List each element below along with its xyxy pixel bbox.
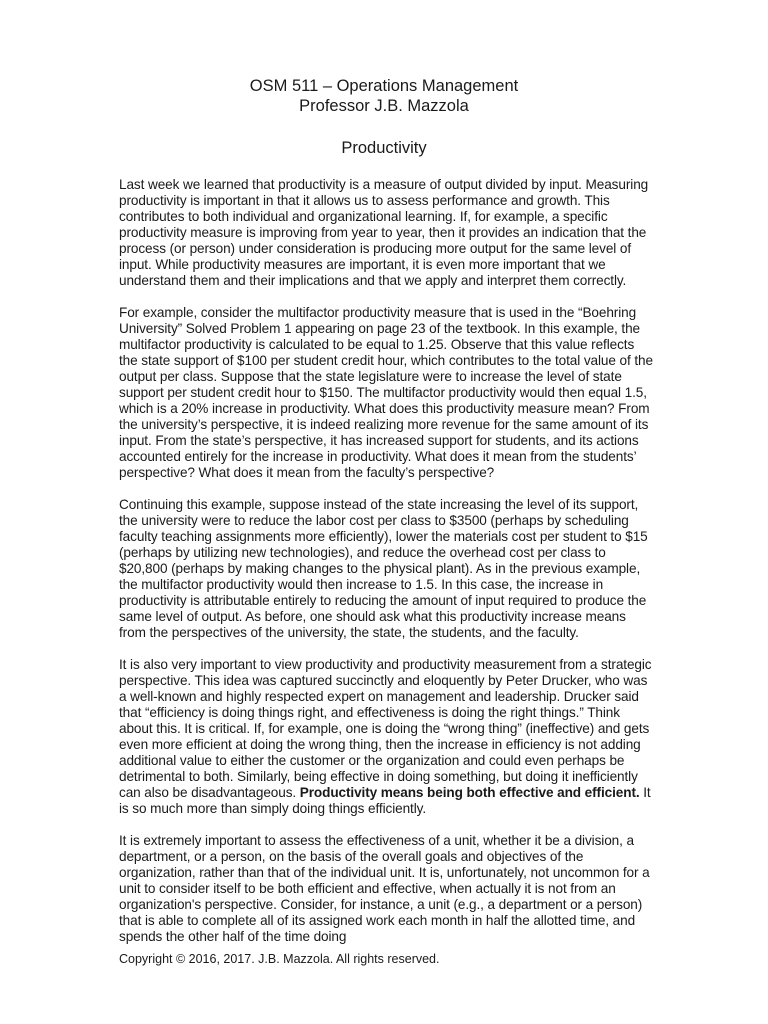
paragraph-4-text: It is also very important to view productivity and productivity measurement from a strategic perspective. This idea was captured succinctly and eloquently by Peter Drucker, who was a well-known and highly respected expert on management and leadership. Drucker said that “efficiency is doing things right, and effectiveness is doing the right things.” Think about this. It is critical. If, for example, one is doing the “wrong thing” (ineffective) and gets even more efficient at doing the wrong thing, then the increase in efficiency is not adding additional value to either the customer or the organization and could even perhaps be detrimental to both. Similarly, being effective in doing something, but doing it inefficiently can also be disadvantageous.	[119, 657, 652, 800]
course-title: OSM 511 – Operations Management	[249, 77, 519, 95]
paragraph-4-bold: Productivity means being both effective and efficient.	[299, 785, 640, 800]
paragraph-4-tail: It is so much more than simply doing things efficiently.	[119, 785, 651, 816]
paragraph-1: Last week we learned that productivity is a measure of output divided by input. Measuring productivity is important in that it allows us to assess performance and growth. This contributes to both individual and organizational learning. If, for example, a specific productivity measure is improving from year to year, then it provides an indication that the process (or person) under consideration is producing more output for the same level of input. While productivity measures are important, it is even more important that we understand them and their implications and that we apply and interpret them correctly.	[119, 177, 649, 288]
paragraph-3: Continuing this example, suppose instead of the state increasing the level of its support, the university were to reduce the labor cost per class to $3500 (perhaps by scheduling faculty teaching assignments more efficiently), lower the materials cost per student to $15 (perhaps by utilizing new technologies), and reduce the overhead cost per class to $20,800 (perhaps by making changes to the physical plant). As in the previous example, the multifactor productivity would then increase to 1.5. In this case, the increase in productivity is attributable entirely to reducing the amount of input required to produce the same level of output. As before, one should ask what this productivity increase means from the perspectives of the university, the state, the students, and the faculty.	[119, 497, 648, 640]
copyright-footer: Copyright © 2016, 2017. J.B. Mazzola. All rights reserved.	[119, 952, 440, 966]
professor-name: Professor J.B. Mazzola	[299, 97, 469, 115]
document-header	[0, 76, 768, 116]
section-heading: Productivity	[341, 139, 427, 157]
body-text	[119, 177, 654, 961]
paragraph-5: It is extremely important to assess the effectiveness of a unit, whether it be a division, a department, or a person, on the basis of the overall goals and objectives of the organization, rather than that of the individual unit. It is, unfortunately, not uncommon for a unit to consider itself to be both efficient and effective, when actually it is not from an organization's perspective. Consider, for instance, a unit (e.g., a department or a person) that is able to complete all of its assigned work each month in half the allotted time, and spends the other half of the time doing	[119, 833, 650, 944]
paragraph-2: For example, consider the multifactor productivity measure that is used in the “Boehring University” Solved Problem 1 appearing on page 23 of the textbook. In this example, the multifactor productivity is calculated to be equal to 1.25. Observe that this value reflects the state support of $100 per student credit hour, which contributes to the total value of the output per class. Suppose that the state legislature were to increase the level of state support per student credit hour to $150. The multifactor productivity would then equal 1.5, which is a 20% increase in productivity. What does this productivity measure mean? From the university’s perspective, it is indeed realizing more revenue for the same amount of its input. From the state’s perspective, it has increased support for students, and its actions accounted entirely for the increase in productivity. What does it mean from the students’ perspective? What does it mean from the faculty’s perspective?	[119, 305, 653, 480]
paragraph-4	[119, 657, 654, 817]
